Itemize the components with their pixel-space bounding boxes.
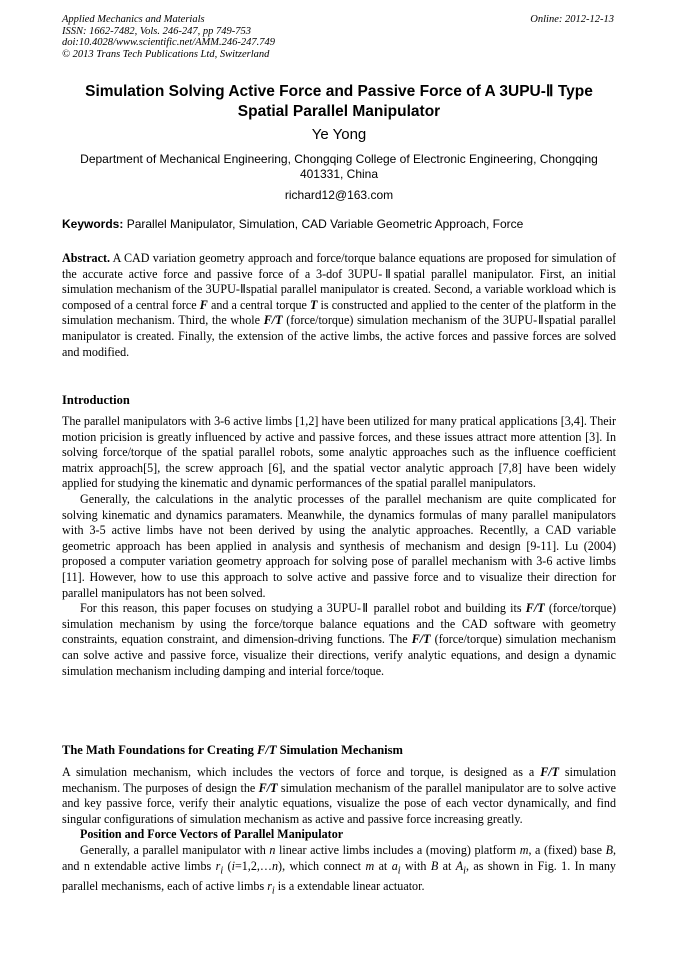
math-p2-n2: n: [272, 858, 279, 873]
math-p2-text-g: ), which connect: [278, 858, 366, 873]
math-p1-ft-symbol-2: F/T: [258, 780, 278, 795]
title-line-2: Spatial Parallel Manipulator: [237, 103, 441, 120]
keywords-label: Keywords:: [62, 217, 124, 231]
math-p2-a-sub: i: [397, 864, 401, 876]
abstract-torque-symbol: T: [310, 297, 318, 312]
math-p1-ft-symbol: F/T: [540, 765, 560, 779]
math-heading: [62, 743, 616, 758]
math-p1-text-2: simulation mechanism. The purposes of design the: [62, 765, 616, 795]
introduction-paragraph-3: [62, 601, 616, 679]
abstract: [62, 251, 616, 360]
math-p2-text-l: , as shown in Fig. 1. In many parallel mechanisms, each of active limbs: [62, 858, 616, 893]
math-p2-r: r: [215, 858, 221, 873]
abstract-text-3: is constructed and applied to the center of the platform in the simulation mechanism. Third, the whole: [62, 297, 616, 328]
position-force-subheading: Position and Force Vectors of Parallel Manipulator: [80, 827, 344, 842]
math-p2-B: B: [605, 842, 613, 857]
math-p2-r-sub: i: [220, 864, 224, 876]
copyright: © 2013 Trans Tech Publications Ltd, Switzerland: [62, 48, 270, 60]
abstract-text-4: (force/torque) simulation mechanism of the 3UPU-Ⅱspatial parallel manipulator is created. Finally, the extension of the active limbs, the active forces and passive forces are solved and modified.: [62, 313, 616, 359]
introduction-paragraph-1: The parallel manipulators with 3-6 active limbs [1,2] have been utilized for many pratical applications [3,4]. Their motion pricision is greatly influenced by active and passive forces, and these issues attract more attention [3]. In solving force/torque of the spatial parallel robots, some analytic approaches such as the influence coefficient matrix approach[5], the screw approach [6], and the spatial vector analytic approach [7,8] have been widely applied for studying the kinematic and dynamic performances of the spatial parallel manipulators.: [62, 414, 616, 491]
abstract-label: Abstract.: [62, 251, 111, 265]
math-p2-text-k: at: [438, 858, 456, 873]
author-name: Ye Yong: [311, 126, 367, 143]
math-p2-A: A: [455, 858, 464, 873]
math-p2-A-sub: i: [463, 864, 466, 876]
intro-p3-ft-symbol-2: F/T: [411, 632, 431, 647]
keywords-text: Parallel Manipulator, Simulation, CAD Variable Geometric Approach, Force: [123, 217, 524, 231]
math-paragraph-1: [62, 765, 616, 827]
introduction-body: [62, 414, 616, 679]
math-p1-text-3: simulation mechanism of the parallel manipulator are to solve active and key passive force, verify their analytic equations, visualize the pose of each vector dynamically, and find singular configurations of simulation mechanism as active and passive force increasing greatly.: [62, 780, 616, 826]
journal-doi: doi:10.4028/www.scientific.net/AMM.246-247.749: [62, 37, 275, 48]
math-heading-text-1: The Math Foundations for Creating: [62, 743, 258, 757]
abstract-text-1: A CAD variation geometry approach and force/torque balance equations are proposed for simulation of the accurate active force and passive force of a 3-dof 3UPU-Ⅱspatial parallel manipulator. First, an initial simulation mechanism of the 3UPU-Ⅱspatial parallel manipulator is created. Second, a variable workload which is composed of a central force: [62, 251, 616, 312]
math-p1-text-1: A simulation mechanism, which includes the vectors of force and torque, is designed as a: [62, 765, 541, 779]
abstract-text-2: and a central torque: [207, 297, 311, 312]
keywords: [62, 217, 616, 232]
math-p2-text-c: , a (fixed) base: [528, 842, 606, 857]
math-body: [62, 765, 616, 899]
abstract-force-symbol: F: [199, 297, 208, 312]
math-p2-m: m: [519, 842, 529, 857]
math-p2-i: i: [231, 858, 235, 873]
paper-title: [62, 82, 616, 122]
math-p2-text-j: with: [400, 858, 431, 873]
journal-name: Applied Mechanics and Materials: [62, 14, 205, 25]
math-p2-B2: B: [430, 858, 439, 873]
math-p2-text-f: =1,2,…: [234, 858, 272, 873]
math-paragraph-2: [62, 843, 616, 899]
affiliation-line-1: Department of Mechanical Engineering, Chongqing College of Electronic Engineering, Chongqing: [80, 152, 598, 166]
math-heading-ft-symbol: F/T: [257, 743, 277, 757]
math-heading-text-2: Simulation Mechanism: [276, 743, 403, 757]
math-p2-text-e: (: [223, 858, 232, 873]
math-p2-m2: m: [365, 858, 375, 873]
author-email: richard12@163.com: [284, 188, 394, 202]
math-p2-n: n: [269, 842, 276, 857]
online-date: Online: 2012-12-13: [530, 14, 614, 25]
math-p2-text-a: Generally, a parallel manipulator with: [80, 842, 270, 857]
math-p2-a: a: [391, 858, 398, 873]
math-p2-r2: r: [267, 878, 272, 893]
math-p2-text-h: at: [374, 858, 392, 873]
math-p2-r2-sub: i: [271, 884, 275, 896]
journal-issn: ISSN: 1662-7482, Vols. 246-247, pp 749-753: [62, 25, 251, 37]
math-p2-text-d: , and n extendable active limbs: [62, 842, 616, 873]
affiliation: [62, 152, 616, 182]
introduction-paragraph-2: Generally, the calculations in the analytic processes of the parallel mechanism are quite complicated for solving kinematic and dynamics paramaters. Meanwhile, the dynamics formulas of many parallel manipulators with 3-5 active limbs have not been derived by using the analytic approaches. Recentlly, a CAD variable geometric approach has been applied in analysis and synthesis of mechanism and design [9-11]. Lu (2004) proposed a computer variation geometry approach for solving pose of parallel mechanism with 3-6 active limbs [11]. However, how to use this approach to solve active and passive force and to visualize their direction for parallel manipulators has not been solved.: [62, 491, 616, 600]
title-line-1: Simulation Solving Active Force and Passive Force of A 3UPU-Ⅱ Type: [85, 83, 593, 100]
intro-p3-text-3: (force/torque) simulation mechanism can solve active and passive force, visualize their directions, verify analytic equations, and design a dynamic simulation mechanism including damping and interial force/toque.: [62, 632, 617, 678]
abstract-ft-symbol: F/T: [263, 313, 283, 328]
intro-p3-text-1: For this reason, this paper focuses on studying a 3UPU-Ⅱ parallel robot and building its: [80, 601, 526, 616]
introduction-heading: Introduction: [62, 393, 130, 407]
affiliation-line-2: 401331, China: [299, 167, 379, 181]
math-p2-text-b: linear active limbs includes a (moving) platform: [275, 842, 520, 857]
intro-p3-ft-symbol: F/T: [525, 601, 545, 616]
intro-p3-text-2: (force/torque) simulation mechanism by using the force/torque balance equations and the CAD software with geometry constraints, equation constraint, and dimension-driving functions. The: [62, 601, 616, 647]
journal-meta: [62, 14, 275, 60]
math-p2-text-m: is a extendable linear actuator.: [274, 878, 425, 893]
